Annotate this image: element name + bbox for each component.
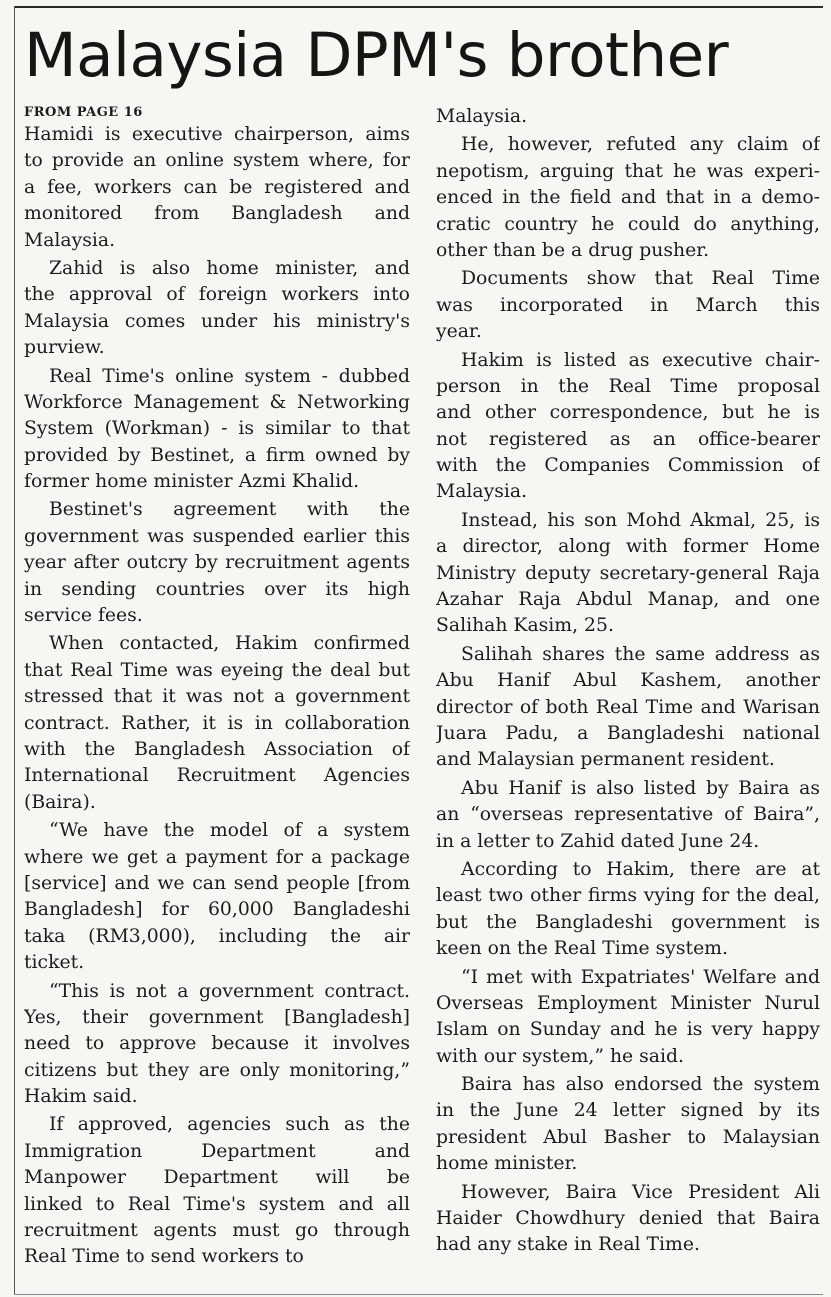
paragraph xyxy=(436,1180,820,1259)
right-column xyxy=(436,104,820,1259)
top-rule xyxy=(14,6,823,8)
text-line: Instead, his son Mohd Akmal, 25, is xyxy=(461,509,820,531)
paragraph xyxy=(436,508,820,640)
text-line: International Recruitment Agencies xyxy=(24,765,410,787)
text-line: Malaysia comes under his ministry's xyxy=(24,310,410,332)
text-line: Manpower Department will be xyxy=(24,1167,410,1189)
text-line: “I met with Expatriates' Welfare and xyxy=(461,966,820,988)
text-line: ticket. xyxy=(24,952,85,974)
text-line: Haider Chowdhury denied that Baira xyxy=(436,1208,820,1230)
text-line: year. xyxy=(436,321,482,343)
paragraph xyxy=(436,776,820,855)
text-line: [service] and we can send people [from xyxy=(24,872,410,894)
text-line: citizens but they are only monitoring,” xyxy=(24,1059,410,1081)
paragraph xyxy=(436,1072,820,1178)
text-line: Hakim is listed as executive chair- xyxy=(461,349,820,371)
paragraph xyxy=(436,132,820,264)
paragraph xyxy=(436,857,820,963)
text-line: in sending countries over its high xyxy=(24,578,410,600)
text-line: Abu Hanif Abul Kashem, another xyxy=(436,670,820,692)
paragraph xyxy=(436,642,820,774)
text-line: Juara Padu, a Bangladeshi national xyxy=(436,722,820,744)
text-line: Bangladesh] for 60,000 Bangladeshi xyxy=(24,899,410,921)
text-line: Malaysia. xyxy=(436,481,528,503)
text-line: other than be a drug pusher. xyxy=(436,239,710,261)
text-line: need to approve because it involves xyxy=(24,1033,410,1055)
text-line: Malaysia. xyxy=(436,106,528,127)
text-line: purview. xyxy=(24,337,105,359)
text-line: Workforce Management & Networking xyxy=(24,391,410,413)
paragraph xyxy=(24,818,410,976)
paragraph xyxy=(436,266,820,345)
paragraph xyxy=(436,104,820,130)
text-line: service fees. xyxy=(24,605,143,627)
text-line: taka (RM3,000), including the air xyxy=(24,925,410,947)
text-line: However, Baira Vice President Ali xyxy=(461,1181,820,1203)
paragraph xyxy=(436,348,820,506)
text-line: Malaysia. xyxy=(24,229,116,251)
text-line: stressed that it was not a government xyxy=(24,686,410,708)
text-line: According to Hakim, there are at xyxy=(461,858,820,880)
headline: Malaysia DPM's brother xyxy=(24,20,729,91)
paragraph xyxy=(24,364,410,496)
text-line: provided by Bestinet, a firm owned by xyxy=(24,444,410,466)
text-line: Salihah Kasim, 25. xyxy=(436,615,614,637)
text-line: Baira has also endorsed the system xyxy=(461,1074,820,1096)
text-line: that Real Time was eyeing the deal but xyxy=(24,659,410,681)
left-column-rule xyxy=(14,6,15,1295)
right-column-body xyxy=(436,104,820,1259)
paragraph xyxy=(24,979,410,1111)
text-line: (Baira). xyxy=(24,791,96,813)
paragraph xyxy=(24,122,410,254)
bottom-rule xyxy=(14,1294,823,1295)
text-line: to provide an online system where, for xyxy=(24,150,410,172)
text-line: Real Time to send workers to xyxy=(24,1246,304,1268)
paragraph xyxy=(24,1112,410,1270)
paragraph xyxy=(436,965,820,1071)
text-line: where we get a payment for a package xyxy=(24,846,410,868)
text-line: “We have the model of a system xyxy=(49,820,410,842)
text-line: former home minister Azmi Khalid. xyxy=(24,471,360,493)
text-line: with the Bangladesh Association of xyxy=(24,738,410,760)
text-line: Overseas Employment Minister Nurul xyxy=(436,992,820,1014)
text-line: If approved, agencies such as the xyxy=(49,1114,410,1136)
text-line: cratic country he could do anything, xyxy=(436,213,820,235)
text-line: Ministry deputy secretary-general Raja xyxy=(436,562,820,584)
text-line: When contacted, Hakim confirmed xyxy=(49,633,410,655)
text-line: year after outcry by recruitment agents xyxy=(24,552,410,574)
text-line: Real Time's online system - dubbed xyxy=(49,365,410,387)
text-line: the approval of foreign workers into xyxy=(24,284,410,306)
kicker: FROM PAGE 16 xyxy=(24,105,143,120)
text-line: Yes, their government [Bangladesh] xyxy=(24,1006,410,1028)
text-line: Immigration Department and xyxy=(24,1140,410,1162)
text-line: Zahid is also home minister, and xyxy=(49,257,410,279)
text-line: He, however, refuted any claim of xyxy=(461,134,820,156)
text-line: Bestinet's agreement with the xyxy=(49,499,410,521)
paragraph xyxy=(24,631,410,816)
text-line: Islam on Sunday and he is very happy xyxy=(436,1019,820,1041)
text-line: but the Bangladeshi government is xyxy=(436,911,820,933)
text-line: Abu Hanif is also listed by Baira as xyxy=(461,777,820,799)
text-line: “This is not a government contract. xyxy=(49,980,410,1002)
text-line: director of both Real Time and Warisan xyxy=(436,696,820,718)
text-line: Hamidi is executive chairperson, aims xyxy=(24,124,410,145)
text-line: had any stake in Real Time. xyxy=(436,1234,700,1256)
text-line: linked to Real Time's system and all xyxy=(24,1193,410,1215)
left-column-body xyxy=(24,122,410,1271)
text-line: a director, along with former Home xyxy=(436,536,820,558)
text-line: keen on the Real Time system. xyxy=(436,938,728,960)
text-line: with the Companies Commission of xyxy=(436,455,820,477)
text-line: an “overseas representative of Baira”, xyxy=(436,804,820,826)
text-line: in the June 24 letter signed by its xyxy=(436,1100,820,1122)
text-line: System (Workman) - is similar to that xyxy=(24,418,410,440)
text-line: was incorporated in March this xyxy=(436,294,820,316)
paragraph xyxy=(24,256,410,362)
text-line: and other correspondence, but he is xyxy=(436,402,820,424)
text-line: least two other firms vying for the deal, xyxy=(436,885,820,907)
text-line: enced in the field and that in a demo- xyxy=(436,187,820,209)
text-line: nepotism, arguing that he was experi- xyxy=(436,160,820,182)
text-line: Azahar Raja Abdul Manap, and one xyxy=(436,589,820,611)
text-line: in a letter to Zahid dated June 24. xyxy=(436,830,760,852)
text-line: Hakim said. xyxy=(24,1086,138,1108)
text-line: contract. Rather, it is in collaboration xyxy=(24,712,410,734)
text-line: with our system,” he said. xyxy=(436,1045,684,1067)
text-line: Documents show that Real Time xyxy=(461,268,820,290)
text-line: recruitment agents must go through xyxy=(24,1220,410,1242)
text-line: and Malaysian permanent resident. xyxy=(436,749,775,771)
text-line: not registered as an office-bearer xyxy=(436,428,820,450)
text-line: a fee, workers can be registered and xyxy=(24,176,410,198)
text-line: monitored from Bangladesh and xyxy=(24,203,410,225)
left-column xyxy=(24,104,410,1271)
text-line: government was suspended earlier this xyxy=(24,525,410,547)
text-line: Salihah shares the same address as xyxy=(461,643,820,665)
text-line: president Abul Basher to Malaysian xyxy=(436,1126,820,1148)
paragraph xyxy=(24,497,410,629)
text-line: person in the Real Time proposal xyxy=(436,375,820,397)
text-line: home minister. xyxy=(436,1153,578,1175)
